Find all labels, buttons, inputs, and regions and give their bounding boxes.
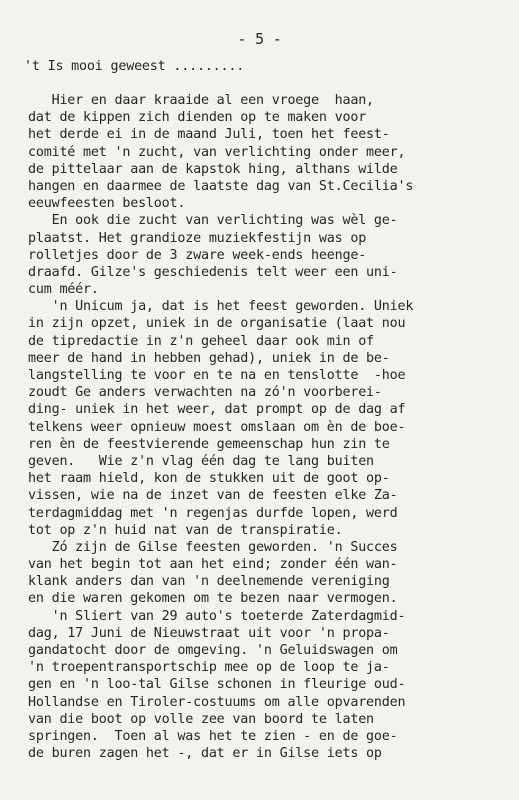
text-line: dat de kippen zich dienden op te maken voor — [28, 110, 367, 126]
text-line: telkens weer opnieuw moest omslaan om èn de boe- — [28, 419, 406, 435]
text-line: de buren zagen het -, dat er in Gilse iets op — [28, 746, 382, 762]
text-line: tot op z'n huid nat van de transpiratie. — [28, 522, 343, 538]
text-line: springen. Toen al was het te zien - en de goe- — [28, 728, 398, 744]
text-line: cum méér. — [28, 282, 99, 298]
text-line: plaatst. Het grandioze muziekfestijn was op — [28, 230, 367, 246]
text-line: het raam hield, kon de stukken uit de goot op- — [28, 471, 390, 487]
text-line: terdagmiddag met 'n regenjas durfde lopen, werd — [28, 505, 398, 521]
text-line: 'n Sliert van 29 auto's toeterde Zaterdagmid- — [28, 608, 406, 624]
text-line: van het begin tot aan het eind; zonder één wan- — [28, 557, 398, 573]
text-line: de tipredactie in z'n geheel daar ook min of — [28, 333, 374, 349]
text-line: 'n troepentransportschip mee op de loop te ja- — [28, 660, 390, 676]
page-number: - 5 - — [237, 30, 282, 48]
text-line: eeuwfeesten besloot. — [28, 196, 186, 212]
text-line: de pittelaar aan de kapstok hing, althans wilde — [28, 161, 398, 177]
text-line: En ook die zucht van verlichting was wèl ge- — [28, 213, 398, 229]
text-line: geven. Wie z'n vlag één dag te lang buiten — [28, 453, 374, 469]
page-heading: 't Is mooi geweest ......... — [24, 59, 245, 74]
text-line: langstelling te voor en te na en tenslotte -hoe — [28, 368, 406, 383]
text-line: Hollandse en Tiroler-costuums om alle opvarenden — [28, 694, 406, 710]
body-text — [28, 92, 513, 762]
text-line: van die boot op volle zee van boord te laten — [28, 711, 374, 727]
text-line: en die waren gekomen om te bezen naar vermogen. — [28, 591, 398, 607]
text-line: zoudt Ge anders verwachten na zó'n voorberei- — [28, 385, 382, 401]
text-line: comité met 'n zucht, van verlichting onder meer, — [28, 144, 406, 160]
text-line: Hier en daar kraaide al een vroege haan, — [28, 93, 374, 108]
text-line: meer de hand in hebben gehad), uniek in de be- — [28, 350, 390, 366]
text-line: het derde ei in de maand Juli, toen het feest- — [28, 127, 390, 143]
text-line: rolletjes door de 3 zware week-ends heenge- — [28, 247, 367, 263]
text-line: vissen, wie na de inzet van de feesten elke Za- — [28, 488, 398, 504]
text-line: dag, 17 Juni de Nieuwstraat uit voor 'n propa- — [28, 625, 390, 641]
text-line: gandatocht door de omgeving. 'n Geluidswagen om — [28, 643, 398, 658]
text-line: ding- uniek in het weer, dat prompt op de dag af — [28, 402, 406, 418]
text-line: 'n Unicum ja, dat is het feest geworden. Uniek — [28, 299, 414, 315]
text-line: ren èn de feestvierende gemeenschap hun zin te — [28, 436, 390, 452]
text-line: hangen en daarmee de laatste dag van St.Cecilia's — [28, 178, 414, 194]
text-line: in zijn opzet, uniek in de organisatie (laat nou — [28, 316, 406, 332]
text-line: Zó zijn de Gilse feesten geworden. 'n Succes — [28, 539, 398, 555]
text-line: gen en 'n loo-tal Gilse schonen in fleurige oud- — [28, 677, 406, 693]
text-line: klank anders dan van 'n deelnemende vereniging — [28, 574, 390, 590]
text-line: draafd. Gilze's geschiedenis telt weer een uni- — [28, 264, 398, 280]
